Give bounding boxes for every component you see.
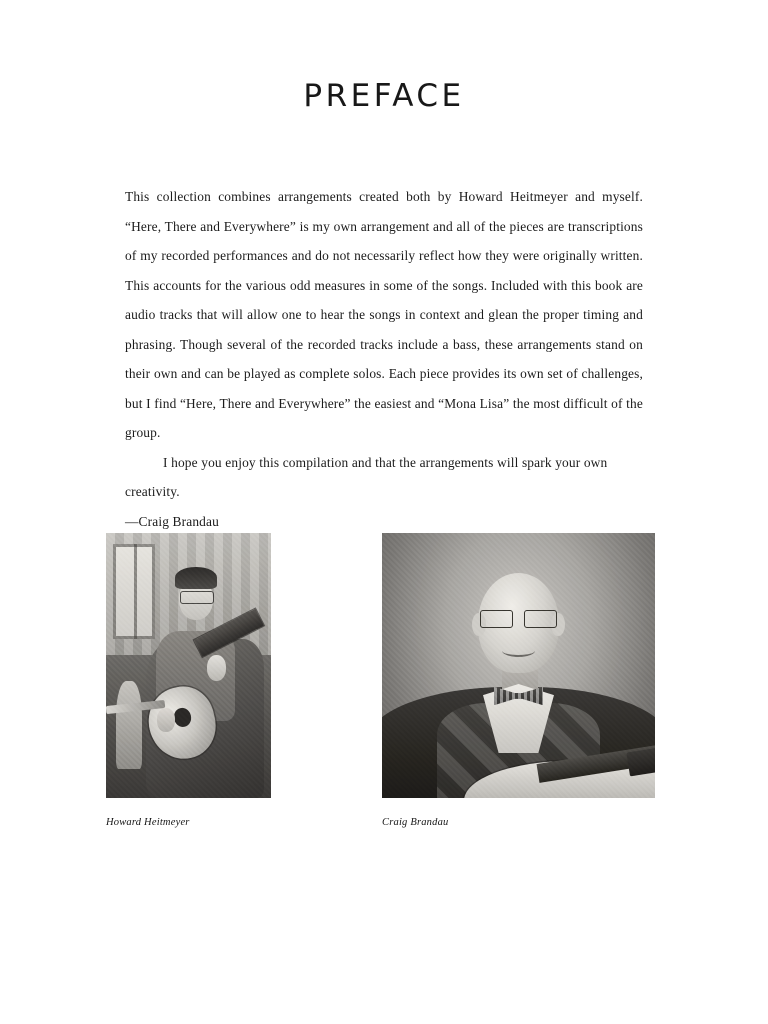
preface-paragraph-1: This collection combines arrangements created both by Howard Heitmeyer and myself. “Here, There and Everywhere” is my own arrangement and all of the pieces are transcriptions of my recorded performances and do not necessarily reflect how they were originally written. This accounts for the various odd measures in some of the songs. Included with this book are audio tracks that will allow one to hear the songs in context and glean the proper timing and phrasing. Though several of the recorded tracks include a bass, these arrangements stand on their own and can be played as complete solos. Each piece provides its own set of challenges, but I find “Here, There and Everywhere” the easiest and “Mona Lisa” the most difficult of the group. (125, 189, 643, 440)
preface-paragraph-2: I hope you enjoy this compilation and that the arrangements will spark your own creativity. (125, 454, 608, 499)
film-grain-overlay (106, 533, 271, 798)
howard-heitmeyer-photo (106, 533, 271, 798)
photo-item-craig (382, 533, 655, 828)
craig-brandau-photo (382, 533, 655, 798)
photo-caption: Howard Heitmeyer (106, 817, 190, 828)
page-title: PREFACE (303, 78, 465, 114)
photo-caption: Craig Brandau (382, 817, 449, 828)
film-grain-overlay (382, 533, 655, 798)
author-signature: —Craig Brandau (125, 513, 219, 529)
photo-item-howard (106, 533, 271, 828)
photo-gallery (106, 533, 666, 833)
preface-body (125, 182, 643, 536)
